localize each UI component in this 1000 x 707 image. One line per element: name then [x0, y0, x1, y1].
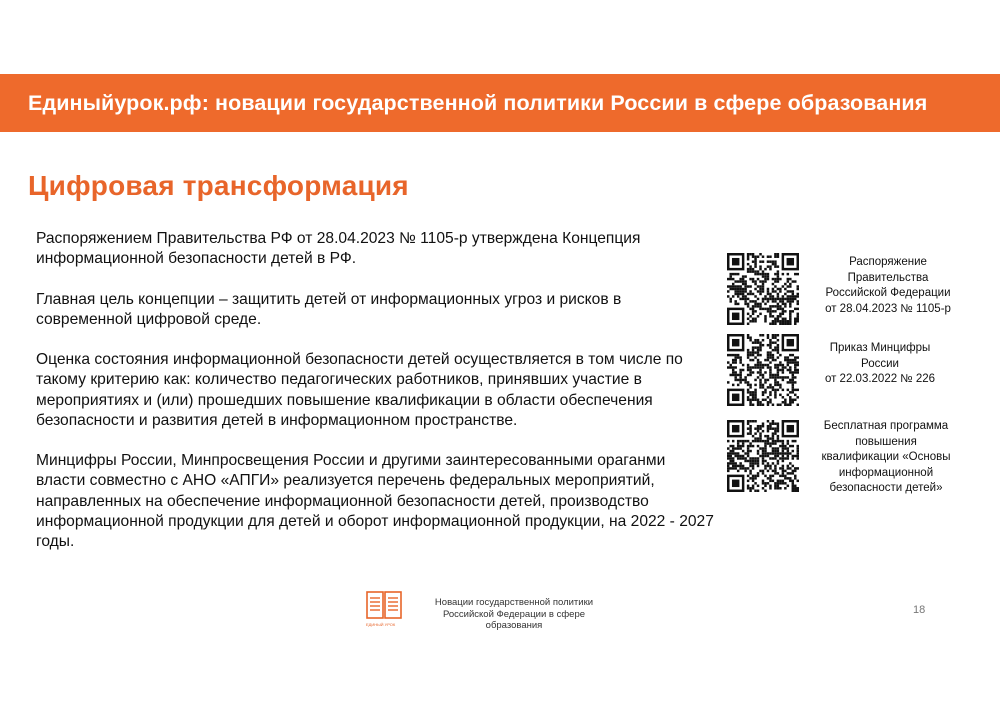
paragraph-3: Оценка состояния информационной безопасности детей осуществляется в том числе по такому критерию как: количество педагогических работников, принявших участие в мероприятиях и (или) прошедших повышение квалификации в области обеспечения безопасности и развития детей в информационном пространстве. [36, 351, 683, 429]
header-banner [0, 74, 1000, 132]
caption-line: России [861, 357, 899, 370]
section-title: Цифровая трансформация [28, 170, 409, 201]
qr-caption-3 [806, 419, 966, 497]
page-number: 18 [913, 604, 926, 616]
caption-line: Приказ Минцифры [829, 342, 931, 354]
qr-caption-1 [808, 255, 968, 317]
paragraph-2: Главная цель концепции – защитить детей от информационных угроз и рисков в современной цифровой среде. [36, 290, 622, 328]
caption-line: Бесплатная программа [823, 420, 949, 432]
paragraph-1: Распоряжением Правительства РФ от 28.04.2023 № 1105-р утверждена Концепция информационной безопасности детей в РФ. [36, 230, 641, 268]
logo-caption: ЕДИНЫЙ УРОК [366, 622, 396, 627]
footer-line-2: Российской Федерации в сфере образования [442, 608, 586, 631]
caption-line: Правительства [847, 271, 929, 284]
footer-line-1: Новации государственной политики [434, 597, 594, 608]
caption-line: Распоряжение [849, 256, 927, 268]
caption-line: повышения [855, 435, 917, 448]
paragraph-4: Минцифры России, Минпросвещения России и другими заинтересованными ораганми власти совместно с АНО «АПГИ» реализуется перечень федеральных мероприятий, направленных на обеспечение информационной безопасности детей, производство информационной продукции для детей и оборот информационной продукции, на 2022 - 2027 годы. [36, 452, 714, 550]
qr-code-icon[interactable] [727, 420, 799, 492]
qr-code-icon[interactable] [727, 253, 799, 325]
book-logo-icon [366, 591, 402, 621]
caption-line: безопасности детей» [829, 482, 943, 494]
footer-text [414, 597, 614, 632]
caption-line: от 28.04.2023 № 1105-р [825, 302, 951, 315]
banner-title: Единыйурок.рф: новации государственной политики России в сфере образования [28, 90, 928, 115]
caption-line: квалификации «Основы [821, 451, 951, 463]
qr-caption-2 [800, 341, 960, 388]
caption-line: Российской Федерации [825, 287, 951, 299]
qr-code-icon[interactable] [727, 334, 799, 406]
body-text [36, 229, 716, 572]
caption-line: от 22.03.2022 № 226 [824, 373, 936, 385]
caption-line: информационной [838, 466, 934, 479]
